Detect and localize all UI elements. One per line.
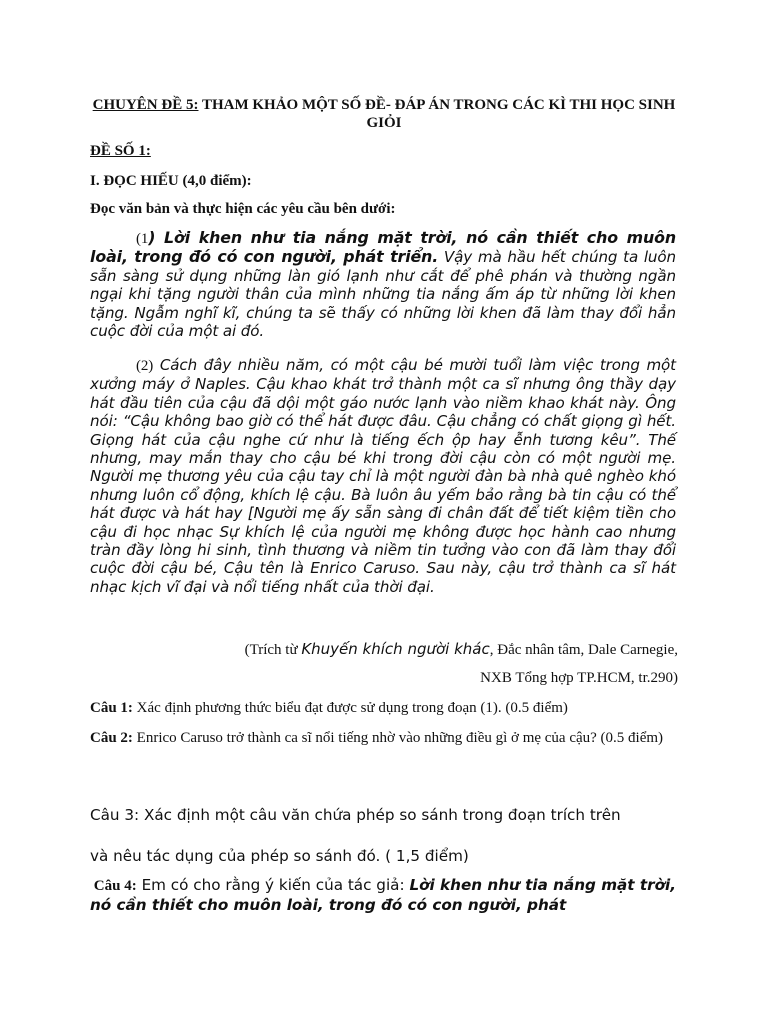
question-text: Enrico Caruso trở thành ca sĩ nổi tiếng nhờ vào những điều gì ở mẹ của cậu? (0.5 điểm) bbox=[132, 730, 664, 746]
paragraph-number: (1 bbox=[136, 231, 149, 247]
question-4 bbox=[90, 876, 676, 916]
passage-paragraph-2 bbox=[90, 356, 676, 596]
question-text: Em có cho rằng ý kiến của tác giả: bbox=[136, 876, 410, 894]
title-topic-label: CHUYÊN ĐỀ 5: bbox=[92, 97, 199, 113]
question-quote: Lời khen như tia nắng mặt trời, nó cần thiết cho muôn loài, trong đó có con người, phát bbox=[90, 876, 676, 914]
paragraph-number: (2) bbox=[136, 358, 154, 374]
exam-number-heading: ĐỀ SỐ 1: bbox=[90, 143, 151, 159]
question-1 bbox=[90, 699, 678, 718]
source-suffix: , Đắc nhân tâm, Dale Carnegie, bbox=[489, 642, 678, 658]
question-label: Câu 4: bbox=[93, 878, 137, 894]
section-heading: I. ĐỌC HIẾU (4,0 điểm): bbox=[90, 173, 252, 189]
source-book-title: Khuyến khích người khác bbox=[301, 640, 490, 658]
paragraph-lead-sentence: ) Lời khen như tia nắng mặt trời, nó cần thiết cho muôn loài, trong đó có con người, phát triển. bbox=[90, 228, 676, 267]
title-topic-text: THAM KHẢO MỘT SỐ ĐỀ- ĐÁP ÁN TRONG CÁC KÌ THI HỌC SINH GIỎI bbox=[198, 97, 676, 131]
question-label: Câu 2: bbox=[90, 730, 133, 746]
instruction-text: Đọc văn bản và thực hiện các yêu cầu bên dưới: bbox=[90, 201, 396, 217]
paragraph-body: Vậy mà hầu hết chúng ta luôn sẵn sàng sử dụng những làn gió lạnh như cắt để phê phán và thường ngần ngại khi tặng người thân của mình những tia nắng ấm áp từ những lời khen tặng. Ngẫm nghĩ kĩ, chúng ta sẽ thấy có những lời khen đã làm thay đổi hẳn cuộc đời của một ai đó. bbox=[90, 248, 676, 341]
source-citation-line-1 bbox=[245, 640, 678, 659]
question-label: Câu 1: bbox=[90, 700, 133, 716]
question-3-line-2: và nêu tác dụng của phép so sánh đó. ( 1,5 điểm) bbox=[90, 847, 469, 865]
question-text: Xác định phương thức biểu đạt được sử dụng trong đoạn (1). (0.5 điểm) bbox=[132, 700, 568, 716]
question-2 bbox=[90, 729, 678, 748]
source-citation-line-2: NXB Tổng hợp TP.HCM, tr.290) bbox=[480, 670, 678, 686]
passage-paragraph-1 bbox=[90, 229, 676, 340]
source-prefix: (Trích từ bbox=[244, 642, 302, 658]
paragraph-body: Cách đây nhiều năm, có một cậu bé mười tuổi làm việc trong một xưởng máy ở Naples. Cậu khao khát trở thành một ca sĩ nhưng ông thầy dạy hát đầu tiên của cậu đã dội một gáo nước lạnh vào niềm khao khát này. Ông nói: “Cậu không bao giờ có thể hát được đâu. Cậu chẳng có chất giọng gì hết. Giọng hát của cậu nghe cứ như là tiếng ếch ộp hay ễnh tương kêu”. Thế nhưng, may mắn thay cho cậu bé khi trong đời cậu còn có một người mẹ. Người mẹ thương yêu của cậu tay chỉ là một người đàn bà nhà quê nghèo khó nhưng luôn cổ động, khích lệ cậu. Bà luôn âu yếm bảo rằng bà tin cậu có thể hát được và hát hay [Người mẹ ấy sẵn sàng đi chân đất để tiết kiệm tiền cho cậu đi học nhạc Sự khích lệ của người mẹ không được học hành cao nhưng tràn đầy lòng hi sinh, tình thương và niềm tin tưởng vào con đã làm thay đổi cuộc đời cậu bé, Cậu tên là Enrico Caruso. Sau này, cậu trở thành ca sĩ hát nhạc kịch vĩ đại và nổi tiếng nhất của thời đại. bbox=[90, 356, 676, 596]
document-title bbox=[90, 96, 678, 132]
question-3-line-1: Câu 3: Xác định một câu văn chứa phép so sánh trong đoạn trích trên bbox=[90, 806, 621, 824]
